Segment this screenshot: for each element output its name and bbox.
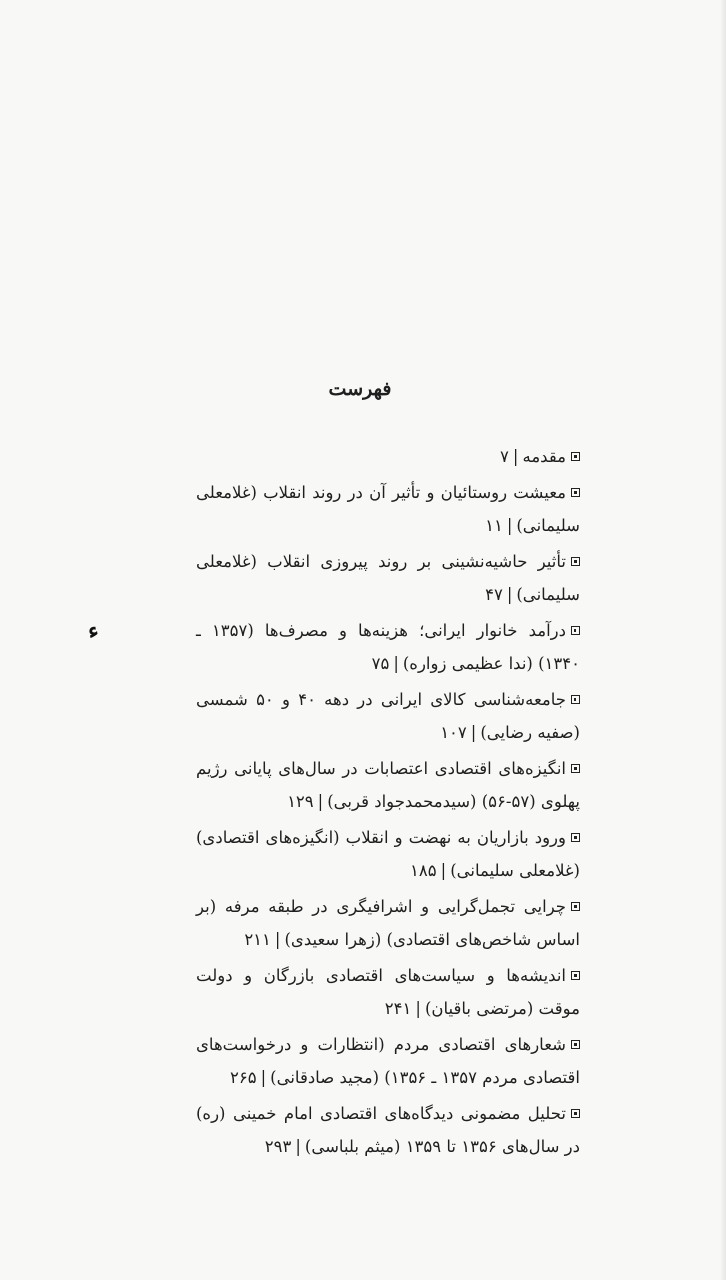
separator: | [260,1068,267,1087]
toc-item-text: جامعه‌شناسی کالای ایرانی در دهه ۴۰ و ۵۰ شمسی (صفیه رضایی) [196,690,580,742]
toc-item [196,1028,580,1094]
separator: | [470,723,477,742]
separator: | [274,930,281,949]
page-title: فهرست [328,378,392,400]
toc-item [196,440,580,473]
separator: | [295,1137,301,1156]
toc-item-text: درآمد خانوار ایرانی؛ هزینه‌ها و مصرف‌ها (۱۳۵۷ ـ ۱۳۴۰) (ندا عظیمی زواره) [196,621,580,673]
toc-item-text: تحلیل مضمونی دیدگاه‌های اقتصادی امام خمینی (ره) در سال‌های ۱۳۵۶ تا ۱۳۵۹ (میثم بلباسی) [196,1104,580,1156]
separator: | [440,861,447,880]
toc-item-text: اندیشه‌ها و سیاست‌های اقتصادی بازرگان و دولت موقت (مرتضی باقیان) [196,966,580,1018]
toc-item [196,821,580,887]
bullet-icon [571,764,580,773]
separator: | [415,999,421,1018]
toc-item [196,752,580,818]
toc-item [196,890,580,956]
stray-ink-mark: ء [85,617,101,645]
bullet-icon [571,1109,580,1118]
bullet-icon [571,1040,580,1049]
toc-item-text: مقدمه [522,447,566,466]
toc-item-page: ۲۱۱ [244,930,271,949]
toc-item [196,614,580,680]
separator: | [317,792,324,811]
bullet-icon [571,626,580,635]
toc-item-page: ۲۹۳ [264,1137,292,1156]
separator: | [512,447,519,466]
toc-item-text: ورود بازاریان به نهضت و انقلاب (انگیزه‌های اقتصادی) (غلامعلی سلیمانی) [196,828,580,880]
toc-item-text: تأثیر حاشیه‌نشینی بر روند پیروزی انقلاب (غلامعلی سلیمانی) [196,552,580,604]
toc-item-page: ۴۷ [485,585,503,604]
separator: | [506,516,513,535]
toc-item-page: ۱۲۹ [287,792,314,811]
toc-item [196,476,580,542]
toc-item-page: ۱۸۵ [410,861,437,880]
toc-item [196,545,580,611]
toc-item [196,959,580,1025]
separator: | [506,585,513,604]
bullet-icon [571,488,580,497]
toc-item-page: ۷ [500,447,509,466]
toc-item-page: ۲۴۱ [384,999,412,1018]
bullet-icon [571,557,580,566]
toc-item [196,683,580,749]
toc-item-text: معیشت روستائیان و تأثیر آن در روند انقلاب (غلامعلی سلیمانی) [196,483,580,535]
toc-item-page: ۲۶۵ [229,1068,257,1087]
toc-item-text: شعارهای اقتصادی مردم (انتظارات و درخواست‌های اقتصادی مردم ۱۳۵۷ ـ ۱۳۵۶) (مجید صادقانی) [196,1035,580,1087]
toc-item-text: انگیزه‌های اقتصادی اعتصابات در سال‌های پایانی رژیم پهلوی (۵۷-۵۶) (سیدمحمدجواد قربی) [196,759,580,811]
table-of-contents [196,440,580,1166]
bullet-icon [571,452,580,461]
toc-item-page: ۱۱ [485,516,503,535]
toc-item [196,1097,580,1163]
bullet-icon [571,971,580,980]
separator: | [393,654,399,673]
toc-item-page: ۱۰۷ [440,723,467,742]
toc-item-text: چرایی تجمل‌گرایی و اشرافیگری در طبقه مرفه (بر اساس شاخص‌های اقتصادی) (زهرا سعیدی) [196,897,580,949]
bullet-icon [571,902,580,911]
page-edge [720,0,726,1280]
toc-item-page: ۷۵ [371,654,390,673]
bullet-icon [571,695,580,704]
bullet-icon [571,833,580,842]
